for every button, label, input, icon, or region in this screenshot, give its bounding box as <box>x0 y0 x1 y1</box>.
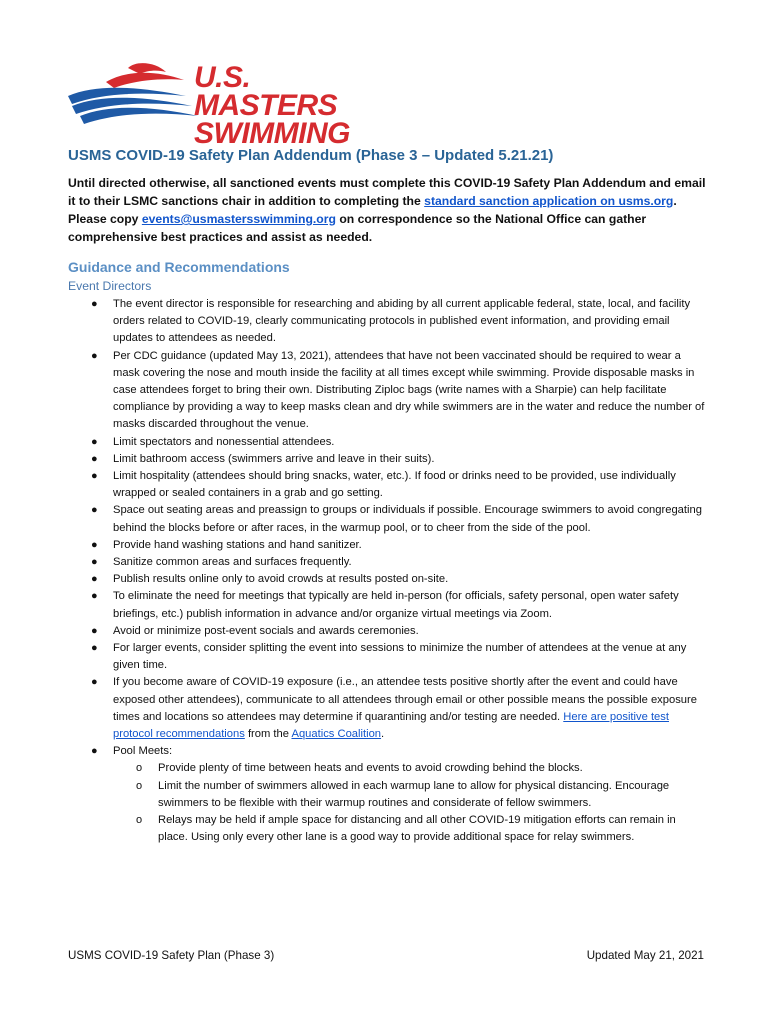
list-item <box>91 502 708 536</box>
list-item-text: Space out seating areas and preassign to groups or individuals if possible. Encourage swimmers to avoid congregating behind the blocks before or after races, in the warmup pool, or to cheer from the side of the pool. <box>113 504 702 534</box>
list-item-text: The event director is responsible for researching and abiding by all current applicable federal, state, local, and facility orders related to COVID-19, clearly communicating protocols in published event information, and providing email updates to attendees as needed. <box>113 298 691 345</box>
pool-meets-list <box>113 760 708 846</box>
list-item-text: Avoid or minimize post-event socials and awards ceremonies. <box>113 624 419 637</box>
bullet-icon: ● <box>91 745 98 758</box>
footer-document-name: USMS COVID-19 Safety Plan (Phase 3) <box>68 949 275 962</box>
circle-bullet-icon: o <box>136 779 143 792</box>
bullet-icon: ● <box>91 624 98 637</box>
exposure-text-1: If you become aware of COVID-19 exposure (i.e., an attendee tests positive shortly after the event and could have exposed other attendees), communicate to all attendees through email or other possible means the possible exposure times and locations so attendees may determine if quarantining and/or testing are needed. <box>113 676 697 723</box>
bullet-icon: ● <box>91 504 98 517</box>
bullet-icon: ● <box>91 573 98 586</box>
circle-bullet-icon: o <box>136 814 143 827</box>
list-item <box>91 623 708 640</box>
list-item <box>91 640 708 674</box>
positive-test-protocol-link[interactable]: Here are positive test protocol recommendations <box>113 710 669 741</box>
sanction-application-link[interactable]: standard sanction application on usms.org <box>424 194 674 208</box>
list-item <box>91 468 708 502</box>
bullet-icon: ● <box>91 470 98 483</box>
sub-list-item-text: Relays may be held if ample space for distancing and all other COVID-19 mitigation efforts can remain in place. Using only every other lane is a good way to provide additional space for relay swimmers. <box>158 814 676 844</box>
sub-list-item <box>136 760 708 777</box>
list-item-text: Per CDC guidance (updated May 13, 2021), attendees that have not been vaccinated should be required to wear a mask covering the nose and mouth inside the facility at all times except while swimming. Provide disposable masks in case attendees forget to bring their own. Distributing Ziploc bags (write names with a Sharpie) can help facilitate compliance by providing a way to keep masks clean and dry while swimmers are in the water and reduce the number of masks discarded throughout the venue. <box>113 349 705 431</box>
list-item-text: Provide hand washing stations and hand sanitizer. <box>113 538 362 551</box>
logo-line-2: SWIMMING <box>194 117 350 150</box>
intro-text-3: on correspondence so the National Office can gather comprehensive best practices and assist as needed. <box>68 212 647 244</box>
aquatics-coalition-link[interactable]: Aquatics Coalition <box>291 728 382 741</box>
logo-wordmark <box>194 61 378 150</box>
list-item-text: Limit bathroom access (swimmers arrive and leave in their suits). <box>113 452 435 465</box>
list-item-pool-meets <box>91 743 708 846</box>
bullet-icon: ● <box>91 590 98 603</box>
list-item-text: Limit spectators and nonessential attendees. <box>113 435 335 448</box>
sub-list-item-text: Provide plenty of time between heats and events to avoid crowding behind the blocks. <box>158 762 583 775</box>
circle-bullet-icon: o <box>136 762 143 775</box>
bullet-icon: ● <box>91 298 98 310</box>
bullet-icon: ● <box>91 642 98 655</box>
bullet-icon: ● <box>91 556 98 569</box>
sub-list-item <box>136 812 708 846</box>
list-item <box>91 588 708 622</box>
list-item <box>91 571 708 588</box>
events-email-link[interactable]: events@usmastersswimming.org <box>141 212 336 226</box>
guidance-list <box>68 296 708 847</box>
footer-updated-date: Updated May 21, 2021 <box>586 949 704 962</box>
list-item-text: Publish results online only to avoid crowds at results posted on-site. <box>113 573 449 586</box>
list-item <box>91 296 708 348</box>
list-item-exposure <box>91 674 708 743</box>
intro-text-2: . Please copy <box>68 194 677 226</box>
list-item-text: Limit hospitality (attendees should bring snacks, water, etc.). If food or drinks need to be provided, use individually wrapped or sealed containers in a grab and go setting. <box>113 470 676 500</box>
logo-line-1: U.S. MASTERS <box>194 61 338 122</box>
bullet-icon: ● <box>91 452 98 465</box>
list-item <box>91 537 708 554</box>
list-item <box>91 554 708 571</box>
exposure-text-2: from the <box>244 728 292 741</box>
list-item-text: Sanitize common areas and surfaces frequently. <box>113 556 352 569</box>
exposure-text-3: . <box>381 728 385 741</box>
sub-list-item-text: Limit the number of swimmers allowed in each warmup lane to allow for physical distancing. Encourage swimmers to be flexible with their warmup routines and considerate of fellow swimmers. <box>158 779 670 809</box>
swimmer-waves-logo-icon <box>66 62 206 128</box>
bullet-icon: ● <box>91 676 98 689</box>
list-item <box>91 451 708 468</box>
list-item <box>91 434 708 451</box>
subsection-heading: Event Directors <box>68 279 152 293</box>
usms-logo <box>66 61 378 150</box>
bullet-icon: ● <box>91 435 98 448</box>
document-title: USMS COVID-19 Safety Plan Addendum (Phase 3 – Updated 5.21.21) <box>68 147 554 164</box>
bullet-icon: ● <box>91 538 98 551</box>
pool-meets-label: Pool Meets: <box>113 745 173 758</box>
section-heading: Guidance and Recommendations <box>68 259 290 275</box>
list-item-text: For larger events, consider splitting the event into sessions to minimize the number of attendees at the venue at any given time. <box>113 642 687 672</box>
list-item-text: To eliminate the need for meetings that typically are held in-person (for officials, safety personal, open water safety briefings, etc.) publish information in advance and/or organize virtual meetings via Zoom. <box>113 590 679 620</box>
sub-list-item <box>136 778 708 812</box>
intro-paragraph <box>68 174 708 246</box>
list-item <box>91 348 708 434</box>
intro-text-1: Until directed otherwise, all sanctioned events must complete this COVID-19 Safety Plan Addendum and email it to their LSMC sanctions chair in addition to completing the <box>68 176 706 208</box>
bullet-icon: ● <box>91 349 98 362</box>
main-content <box>68 146 708 847</box>
